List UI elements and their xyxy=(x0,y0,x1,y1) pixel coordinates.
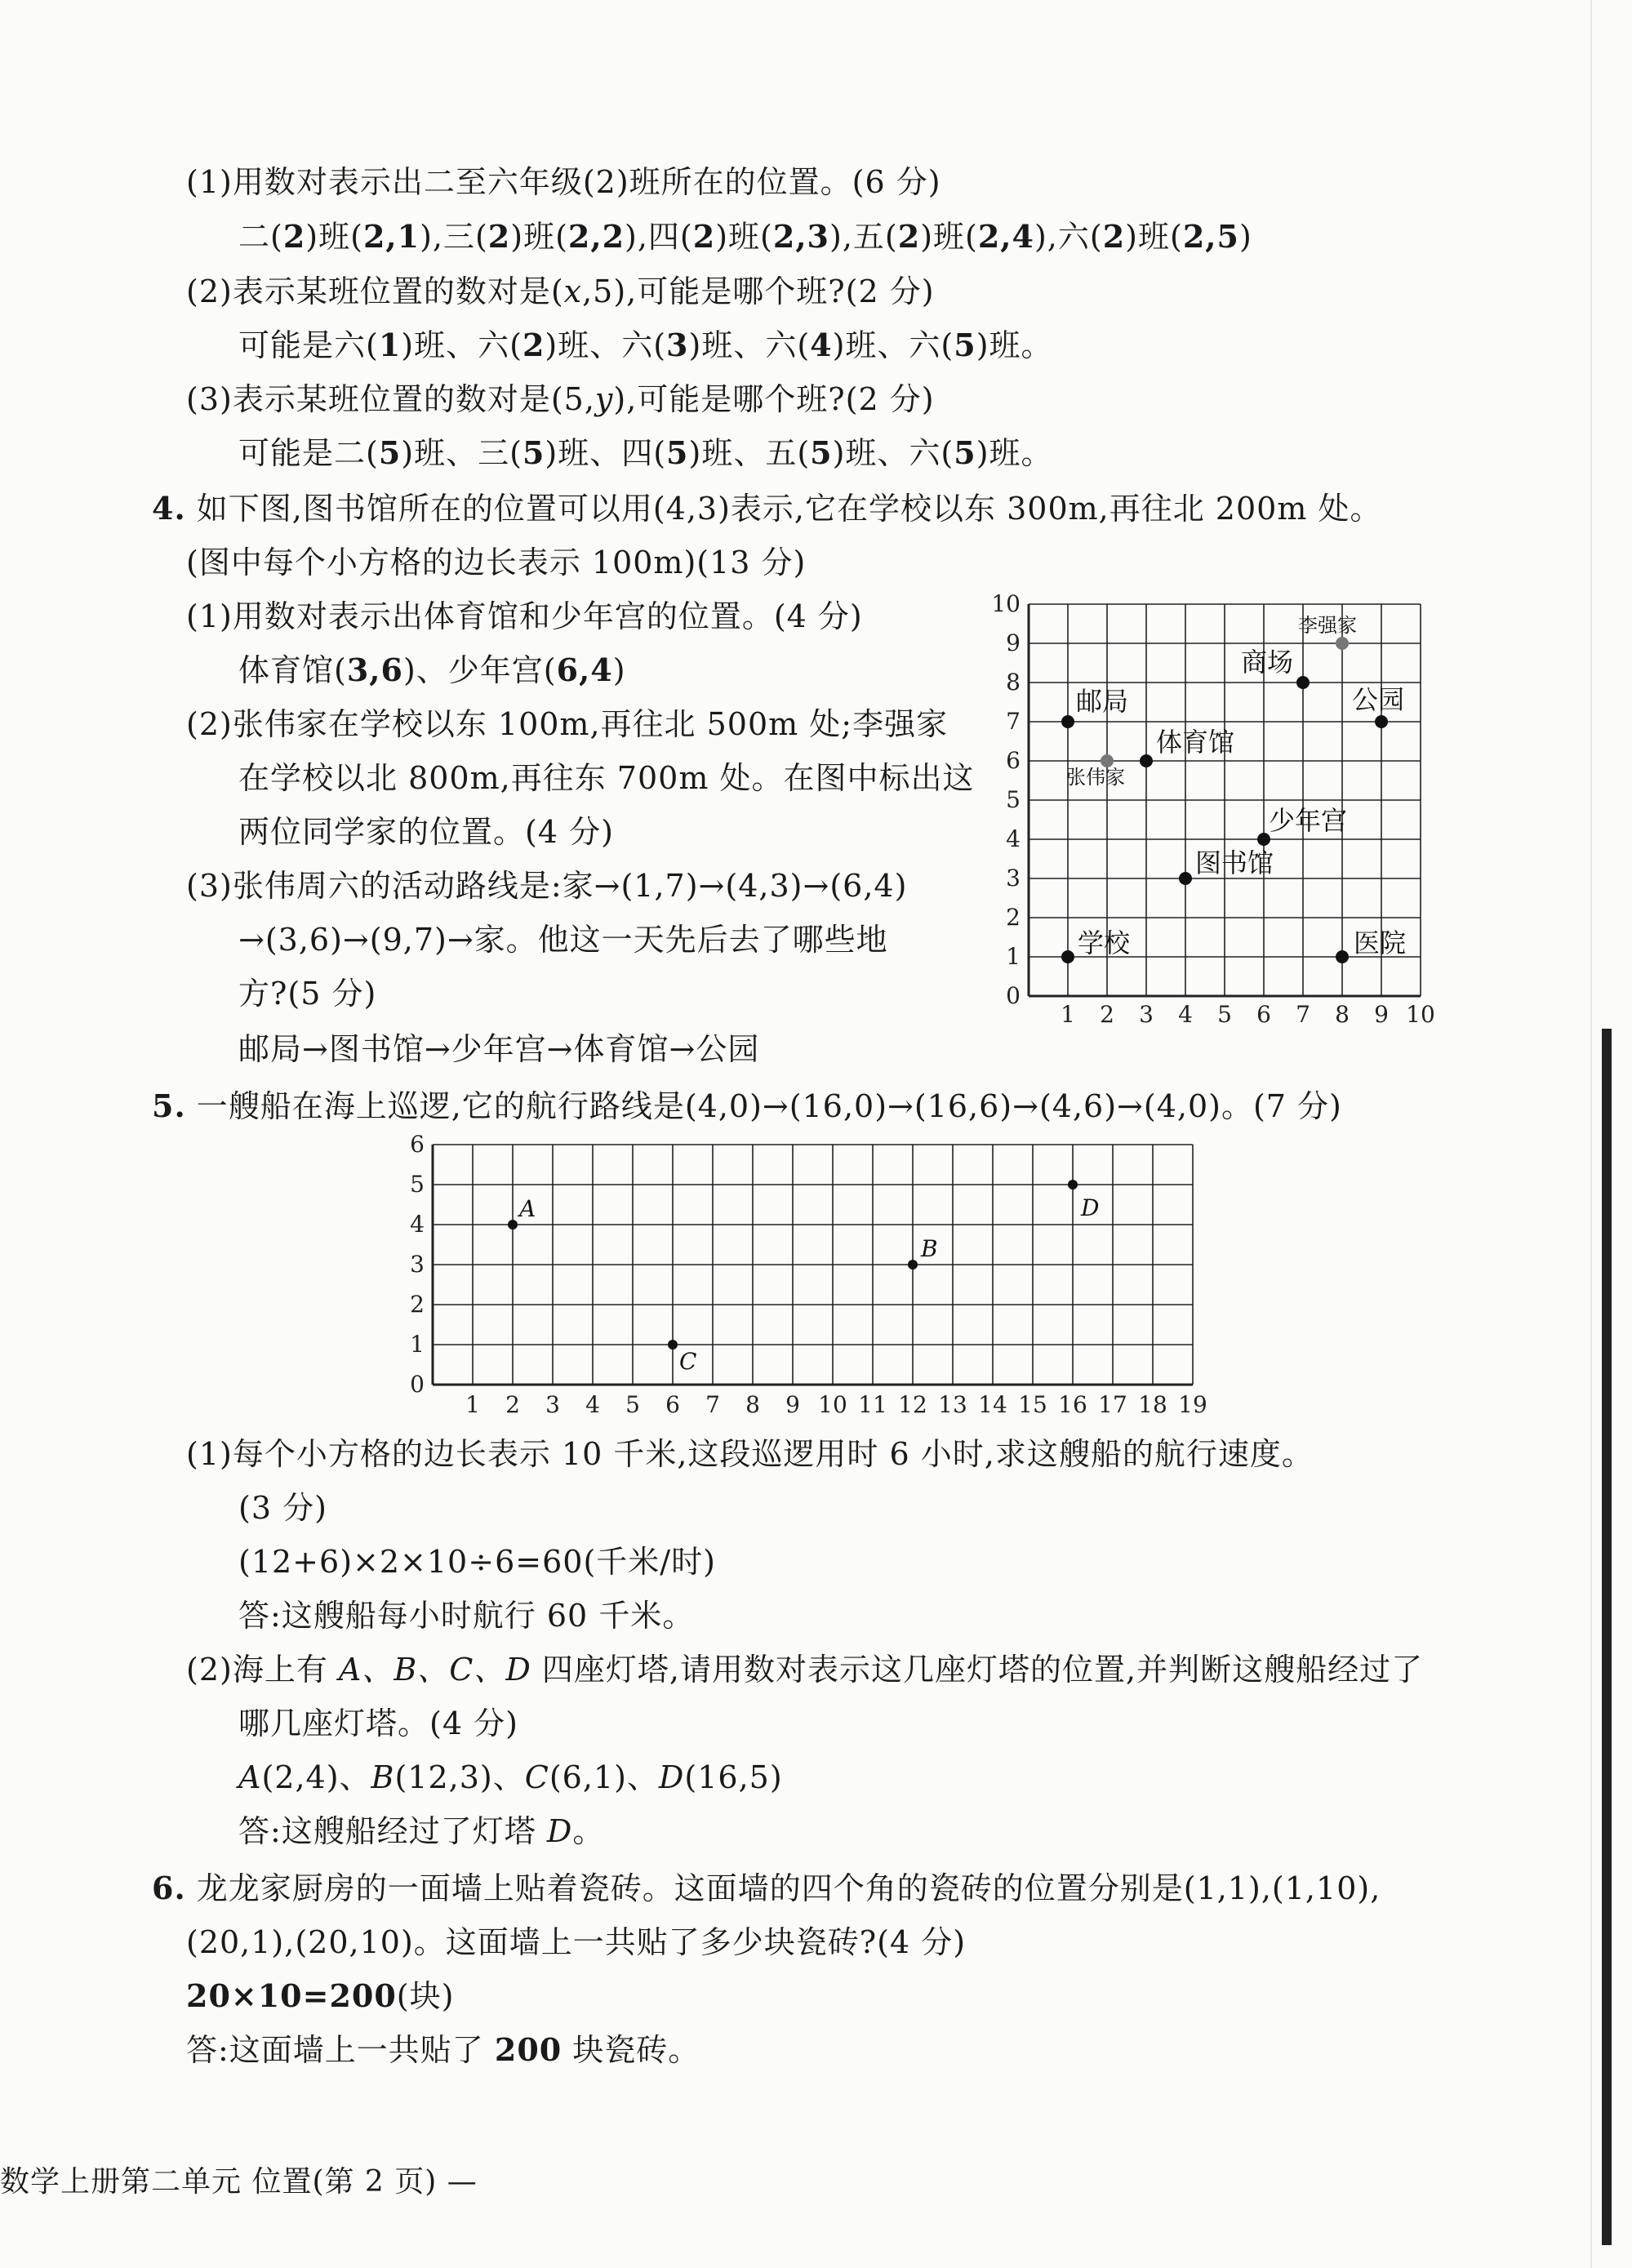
point-label: 李强家 xyxy=(1298,614,1357,637)
point-label: 学校 xyxy=(1078,927,1131,958)
page-binding-edge xyxy=(1602,1029,1612,2245)
lighthouse-label: A xyxy=(519,1195,536,1222)
page-footer: 数学上册第二单元 位置(第 2 页) — xyxy=(0,2165,478,2199)
lighthouse-label: B xyxy=(921,1235,938,1262)
x-tick-label: 2 xyxy=(505,1391,520,1417)
lighthouse-C xyxy=(668,1340,678,1350)
q5-part2-answer: 答:这艘船经过了灯塔 D。 xyxy=(238,1813,605,1849)
x-tick-label: 11 xyxy=(858,1391,887,1417)
q3-part1-answer: 二(2)班(2,1),三(2)班(2,2),四(2)班(2,3),五(2)班(2,4),六(2)班(2,5) xyxy=(238,218,1252,255)
y-tick-label: 5 xyxy=(1006,786,1021,813)
x-tick-label: 8 xyxy=(745,1391,760,1417)
location-grid-map xyxy=(980,588,1437,1029)
x-tick-label: 12 xyxy=(898,1391,927,1417)
q4-part2-line2: 在学校以北 800m,再往东 700m 处。在图中标出这 xyxy=(238,760,975,796)
q6-stem-line1: 6. 龙龙家厨房的一面墙上贴着瓷砖。这面墙的四个角的瓷砖的位置分别是(1,1),(1,10), xyxy=(152,1870,1381,1906)
x-tick-label: 15 xyxy=(1018,1391,1047,1417)
x-tick-label: 7 xyxy=(1296,1001,1310,1028)
y-tick-label: 6 xyxy=(1006,747,1021,774)
x-tick-label: 6 xyxy=(665,1391,680,1417)
y-tick-label: 2 xyxy=(410,1291,425,1318)
x-tick-label: 18 xyxy=(1138,1391,1167,1417)
lighthouse-B xyxy=(908,1260,918,1270)
q4-part2-line3: 两位同学家的位置。(4 分) xyxy=(238,814,614,850)
point-李强家 xyxy=(1336,637,1349,650)
x-tick-label: 1 xyxy=(465,1391,480,1417)
y-tick-label: 1 xyxy=(410,1331,425,1358)
y-tick-label: 3 xyxy=(1006,865,1021,892)
y-tick-label: 8 xyxy=(1006,669,1021,696)
q6-stem-line2: (20,1),(20,10)。这面墙上一共贴了多少块瓷砖?(4 分) xyxy=(186,1924,967,1960)
y-tick-label: 4 xyxy=(410,1211,425,1238)
point-label: 张伟家 xyxy=(1066,766,1125,789)
x-tick-label: 13 xyxy=(938,1391,967,1417)
q5-part2-coords: A(2,4)、B(12,3)、C(6,1)、D(16,5) xyxy=(238,1759,783,1795)
y-tick-label: 9 xyxy=(1006,629,1021,656)
lighthouse-A xyxy=(508,1220,518,1230)
x-tick-label: 16 xyxy=(1058,1391,1087,1417)
point-邮局 xyxy=(1061,715,1074,728)
q4-part1-answer: 体育馆(3,6)、少年宫(6,4) xyxy=(238,651,626,688)
x-tick-label: 2 xyxy=(1100,1001,1114,1028)
y-tick-label: 1 xyxy=(1006,943,1021,970)
point-公园 xyxy=(1375,715,1388,728)
q4-part3-line3: 方?(5 分) xyxy=(238,976,377,1012)
x-tick-label: 9 xyxy=(1374,1001,1389,1028)
q6-calc: 20×10=200(块) xyxy=(186,1977,455,2014)
q4-part3-line2: →(3,6)→(9,7)→家。他这一天先后去了哪些地 xyxy=(238,922,888,958)
x-tick-label: 6 xyxy=(1256,1001,1271,1028)
x-tick-label: 3 xyxy=(1139,1001,1154,1028)
q3-part2-question: (2)表示某班位置的数对是(x,5),可能是哪个班?(2 分) xyxy=(186,273,935,309)
x-tick-label: 17 xyxy=(1098,1391,1127,1417)
q5-part1-line2: (3 分) xyxy=(238,1490,327,1526)
y-tick-label: 10 xyxy=(991,590,1021,617)
q4-part2-line1: (2)张伟家在学校以东 100m,再往北 500m 处;李强家 xyxy=(186,706,949,742)
point-体育馆 xyxy=(1140,754,1153,767)
lighthouse-label: D xyxy=(1081,1194,1100,1221)
q6-answer: 答:这面墙上一共贴了 200 块瓷砖。 xyxy=(186,2031,700,2068)
point-label: 公园 xyxy=(1352,684,1405,715)
point-学校 xyxy=(1061,950,1074,963)
q5-stem: 5. 一艘船在海上巡逻,它的航行路线是(4,0)→(16,0)→(16,6)→(4,6)→(4,0)。(7 分) xyxy=(152,1087,1342,1124)
point-label: 图书馆 xyxy=(1195,847,1274,878)
q3-part2-answer: 可能是六(1)班、六(2)班、六(3)班、六(4)班、六(5)班。 xyxy=(238,327,1053,363)
point-label: 邮局 xyxy=(1076,686,1129,717)
x-tick-label: 4 xyxy=(585,1391,600,1417)
y-tick-label: 5 xyxy=(410,1171,425,1198)
x-tick-label: 1 xyxy=(1061,1001,1075,1028)
x-tick-label: 8 xyxy=(1335,1001,1350,1028)
x-tick-label: 5 xyxy=(625,1391,640,1417)
y-tick-label: 3 xyxy=(410,1251,425,1278)
q4-part3-line1: (3)张伟周六的活动路线是:家→(1,7)→(4,3)→(6,4) xyxy=(186,868,908,904)
point-label: 商场 xyxy=(1241,647,1294,678)
lighthouse-D xyxy=(1068,1180,1078,1190)
point-label: 医院 xyxy=(1354,927,1407,958)
y-tick-label: 0 xyxy=(1006,982,1021,1009)
q3-part3-answer: 可能是二(5)班、三(5)班、四(5)班、五(5)班、六(5)班。 xyxy=(238,434,1053,471)
lighthouse-label: C xyxy=(679,1348,697,1375)
point-医院 xyxy=(1336,950,1349,963)
x-tick-label: 19 xyxy=(1178,1391,1207,1417)
point-商场 xyxy=(1296,676,1310,689)
x-tick-label: 7 xyxy=(705,1391,720,1417)
q4-part3-answer: 邮局→图书馆→少年宫→体育馆→公园 xyxy=(238,1031,760,1067)
q5-part1-calc: (12+6)×2×10÷6=60(千米/时) xyxy=(238,1544,716,1580)
y-tick-label: 7 xyxy=(1006,708,1021,735)
page-edge-shadow xyxy=(1590,0,1592,2268)
x-tick-label: 9 xyxy=(785,1391,800,1417)
y-tick-label: 0 xyxy=(410,1371,425,1398)
q4-part1-question: (1)用数对表示出体育馆和少年宫的位置。(4 分) xyxy=(186,598,863,634)
x-tick-label: 3 xyxy=(545,1391,560,1417)
x-tick-label: 5 xyxy=(1217,1001,1232,1028)
q5-part2-line2: 哪几座灯塔。(4 分) xyxy=(238,1705,518,1741)
q5-part1-line1: (1)每个小方格的边长表示 10 千米,这段巡逻用时 6 小时,求这艘船的航行速度。 xyxy=(186,1436,1314,1472)
y-tick-label: 4 xyxy=(1006,825,1021,852)
x-tick-label: 10 xyxy=(818,1391,847,1417)
x-tick-label: 14 xyxy=(978,1391,1007,1417)
y-tick-label: 2 xyxy=(1006,904,1021,931)
point-label: 体育馆 xyxy=(1156,727,1235,758)
y-tick-label: 6 xyxy=(410,1135,425,1158)
patrol-grid xyxy=(400,1135,1216,1417)
q3-part3-question: (3)表示某班位置的数对是(5,y),可能是哪个班?(2 分) xyxy=(186,381,935,417)
q5-part2-line1: (2)海上有 A、B、C、D 四座灯塔,请用数对表示这几座灯塔的位置,并判断这艘船经过了 xyxy=(186,1652,1424,1688)
point-图书馆 xyxy=(1179,872,1192,885)
q4-stem-line1: 4. 如下图,图书馆所在的位置可以用(4,3)表示,它在学校以东 300m,再往北 200m 处。 xyxy=(152,490,1382,527)
x-tick-label: 4 xyxy=(1178,1001,1193,1028)
q5-part1-answer: 答:这艘船每小时航行 60 千米。 xyxy=(238,1598,695,1634)
q4-stem-line2: (图中每个小方格的边长表示 100m)(13 分) xyxy=(186,545,807,580)
x-tick-label: 10 xyxy=(1406,1001,1435,1028)
point-label: 少年宫 xyxy=(1269,805,1348,836)
q3-part1-question: (1)用数对表示出二至六年级(2)班所在的位置。(6 分) xyxy=(186,164,941,200)
